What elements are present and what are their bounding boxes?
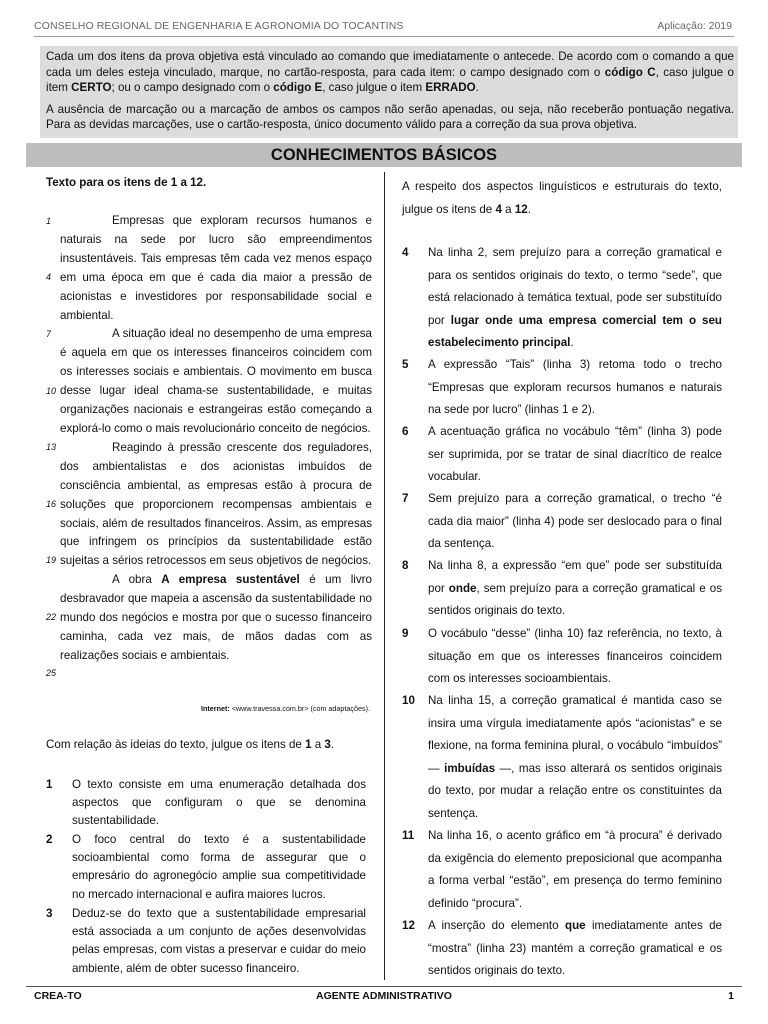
question-item: [402, 555, 722, 623]
line-number: 7: [46, 329, 52, 339]
question-item: [46, 776, 366, 831]
text-paragraph: Reagindo à pressão crescente dos reguladores, dos ambientalistas e dos acionistas imbuídos de consciência ambiental, as empresas estão à procura de soluções que proporcionem recompensas ambientais e sociais, além de resultados financeiros. Assim, as empresas que infringem os princípios da sustentabilidade estão sujeitas a sérios retrocessos em seus objetivos de negócios.: [60, 440, 372, 568]
text-paragraph: Empresas que exploram recursos humanos e naturais na sede por lucro são empreendimentos insustentáveis. Tais empresas têm cada vez menos espaço em uma época em que é cada dia maior a pressão de acionistas e investidores por responsabilidade social e ambiental.: [60, 214, 372, 322]
line-number: 13: [46, 442, 57, 452]
text-paragraph: A obra A empresa sustentável é um livro desbravador que mapeia a ascensão da sustentabilidade no mundo dos negócios e mostra por que o sucesso financeiro caminha, cada vez mais, de mãos dadas com as realizações sociais e ambientais.: [60, 573, 372, 662]
column-divider: [384, 172, 385, 980]
text-paragraph: A situação ideal no desempenho de uma empresa é aquela em que os interesses financeiros coincidem com os interesses sociais e ambientais. O movimento em busca desse lugar ideal chama-se sustentabilidade, e muitas organizações nacionais e estrangeiras estão começando a explorá-lo como o mais revolucionário conceito de negócios.: [60, 327, 372, 435]
question-number: 9: [402, 627, 409, 640]
question-text: A expressão “Tais” (linha 3) retoma todo o trecho “Empresas que exploram recursos humanos e naturais na sede por lucro” (linhas 1 e 2).: [428, 358, 722, 416]
instructions-box: [40, 46, 738, 138]
question-number: 6: [402, 425, 409, 438]
question-item: [402, 623, 722, 691]
question-item: [402, 825, 722, 915]
question-item: [46, 905, 366, 978]
question-item: [402, 915, 722, 983]
line-number: 25: [46, 668, 57, 678]
line-number: 22: [46, 612, 57, 622]
question-number: 10: [402, 694, 415, 707]
question-number: 7: [402, 492, 409, 505]
question-item: [402, 354, 722, 422]
header-year: Aplicação: 2019: [657, 20, 732, 32]
text-body: [60, 212, 372, 666]
question-text: Na linha 16, o acento gráfico em “à procura” é derivado da exigência do elemento preposicional que acompanha a forma verbal “estão”, em presença do termo feminino definido “procura”.: [428, 829, 722, 910]
left-command: Com relação às ideias do texto, julgue os itens de 1 a 3.: [46, 738, 335, 751]
question-number: 4: [402, 246, 409, 259]
header-divider: [34, 36, 734, 37]
question-number: 1: [46, 778, 53, 791]
section-title: CONHECIMENTOS BÁSICOS: [26, 143, 742, 167]
text-heading: Texto para os itens de 1 a 12.: [46, 176, 207, 189]
line-number: 16: [46, 499, 57, 509]
question-item: [402, 690, 722, 825]
question-text: A inserção do elemento que imediatamente antes de “mostra” (linha 23) mantém a correção gramatical e os sentidos originais do texto.: [428, 919, 723, 977]
question-text: Na linha 15, a correção gramatical é mantida caso se insira uma vírgula imediatamente após “acionistas” e se flexione, na forma feminina plural, o vocábulo “imbuídos” — imbuídas —, mas isso alterará os sentidos originais do texto, por mudar a relação entre os constituintes da sentença.: [428, 694, 722, 820]
question-item: [46, 831, 366, 904]
question-number: 2: [46, 833, 53, 846]
question-text: Deduz-se do texto que a sustentabilidade empresarial está associada a um conjunto de ações desenvolvidas pelas empresas, com vistas a preservar e cuidar do meio ambiente, além de obter sucesso financeiro.: [72, 907, 366, 975]
question-text: Na linha 2, sem prejuízo para a correção gramatical e para os sentidos originais do texto, o termo “sede”, que está relacionado à temática textual, pode ser substituído por lugar onde uma empresa comercial tem o seu estabelecimento principal.: [428, 246, 723, 349]
question-text: Na linha 8, a expressão “em que” pode ser substituída por onde, sem prejuízo para a correção gramatical e os sentidos originais do texto.: [428, 559, 723, 617]
line-number: 10: [46, 386, 57, 396]
question-number: 12: [402, 919, 415, 932]
line-number: 4: [46, 272, 52, 282]
footer-center: AGENTE ADMINISTRATIVO: [316, 990, 452, 1002]
question-text: A acentuação gráfica no vocábulo “têm” (linha 3) pode ser suprimida, por se tratar de sinal diacrítico de realce vocabular.: [428, 425, 722, 483]
instructions-p2: A ausência de marcação ou a marcação de ambos os campos não serão apenadas, ou seja, não receberão pontuação negativa. Para as devidas marcações, use o cartão-resposta, único documento válido para a correção da sua prova objetiva.: [46, 102, 734, 131]
footer-divider: [26, 986, 742, 987]
question-number: 3: [46, 907, 53, 920]
footer-left: CREA-TO: [34, 990, 82, 1002]
question-item: [402, 421, 722, 489]
page-number: 1: [728, 990, 734, 1002]
text-source: Internet: <www.travessa.com.br> (com adaptações).: [201, 704, 370, 713]
question-text: O texto consiste em uma enumeração detalhada dos aspectos que configuram o que se denomina sustentabilidade.: [72, 778, 366, 828]
question-text: Sem prejuízo para a correção gramatical, o trecho “é cada dia maior” (linha 4) pode ser deslocado para o final da sentença.: [428, 492, 722, 550]
question-number: 5: [402, 358, 409, 371]
instructions-p1: Cada um dos itens da prova objetiva está vinculado ao comando que imediatamente o antecede. De acordo com o comando a que cada um deles esteja vinculado, marque, no cartão-resposta, para cada item: o campo designado com o código C, caso julgue o item CERTO; ou o campo designado com o código E, caso julgue o item ERRADO.: [46, 50, 735, 94]
question-item: [402, 488, 722, 556]
question-text: O foco central do texto é a sustentabilidade socioambiental como forma de assegurar que o empresário do agronegócio amplie sua competitividade no mercado internacional e aufira maiores lucros.: [72, 833, 366, 901]
line-number: 19: [46, 555, 57, 565]
header-org: CONSELHO REGIONAL DE ENGENHARIA E AGRONOMIA DO TOCANTINS: [34, 20, 404, 32]
question-number: 8: [402, 559, 409, 572]
right-command: A respeito dos aspectos linguísticos e estruturais do texto, julgue os itens de 4 a 12.: [402, 180, 722, 216]
line-number: 1: [46, 216, 52, 226]
question-number: 11: [402, 829, 415, 842]
question-item: [402, 242, 722, 355]
question-text: O vocábulo “desse” (linha 10) faz referência, no texto, à situação em que os interesses financeiros coincidem com os interesses socioambientais.: [428, 627, 722, 685]
